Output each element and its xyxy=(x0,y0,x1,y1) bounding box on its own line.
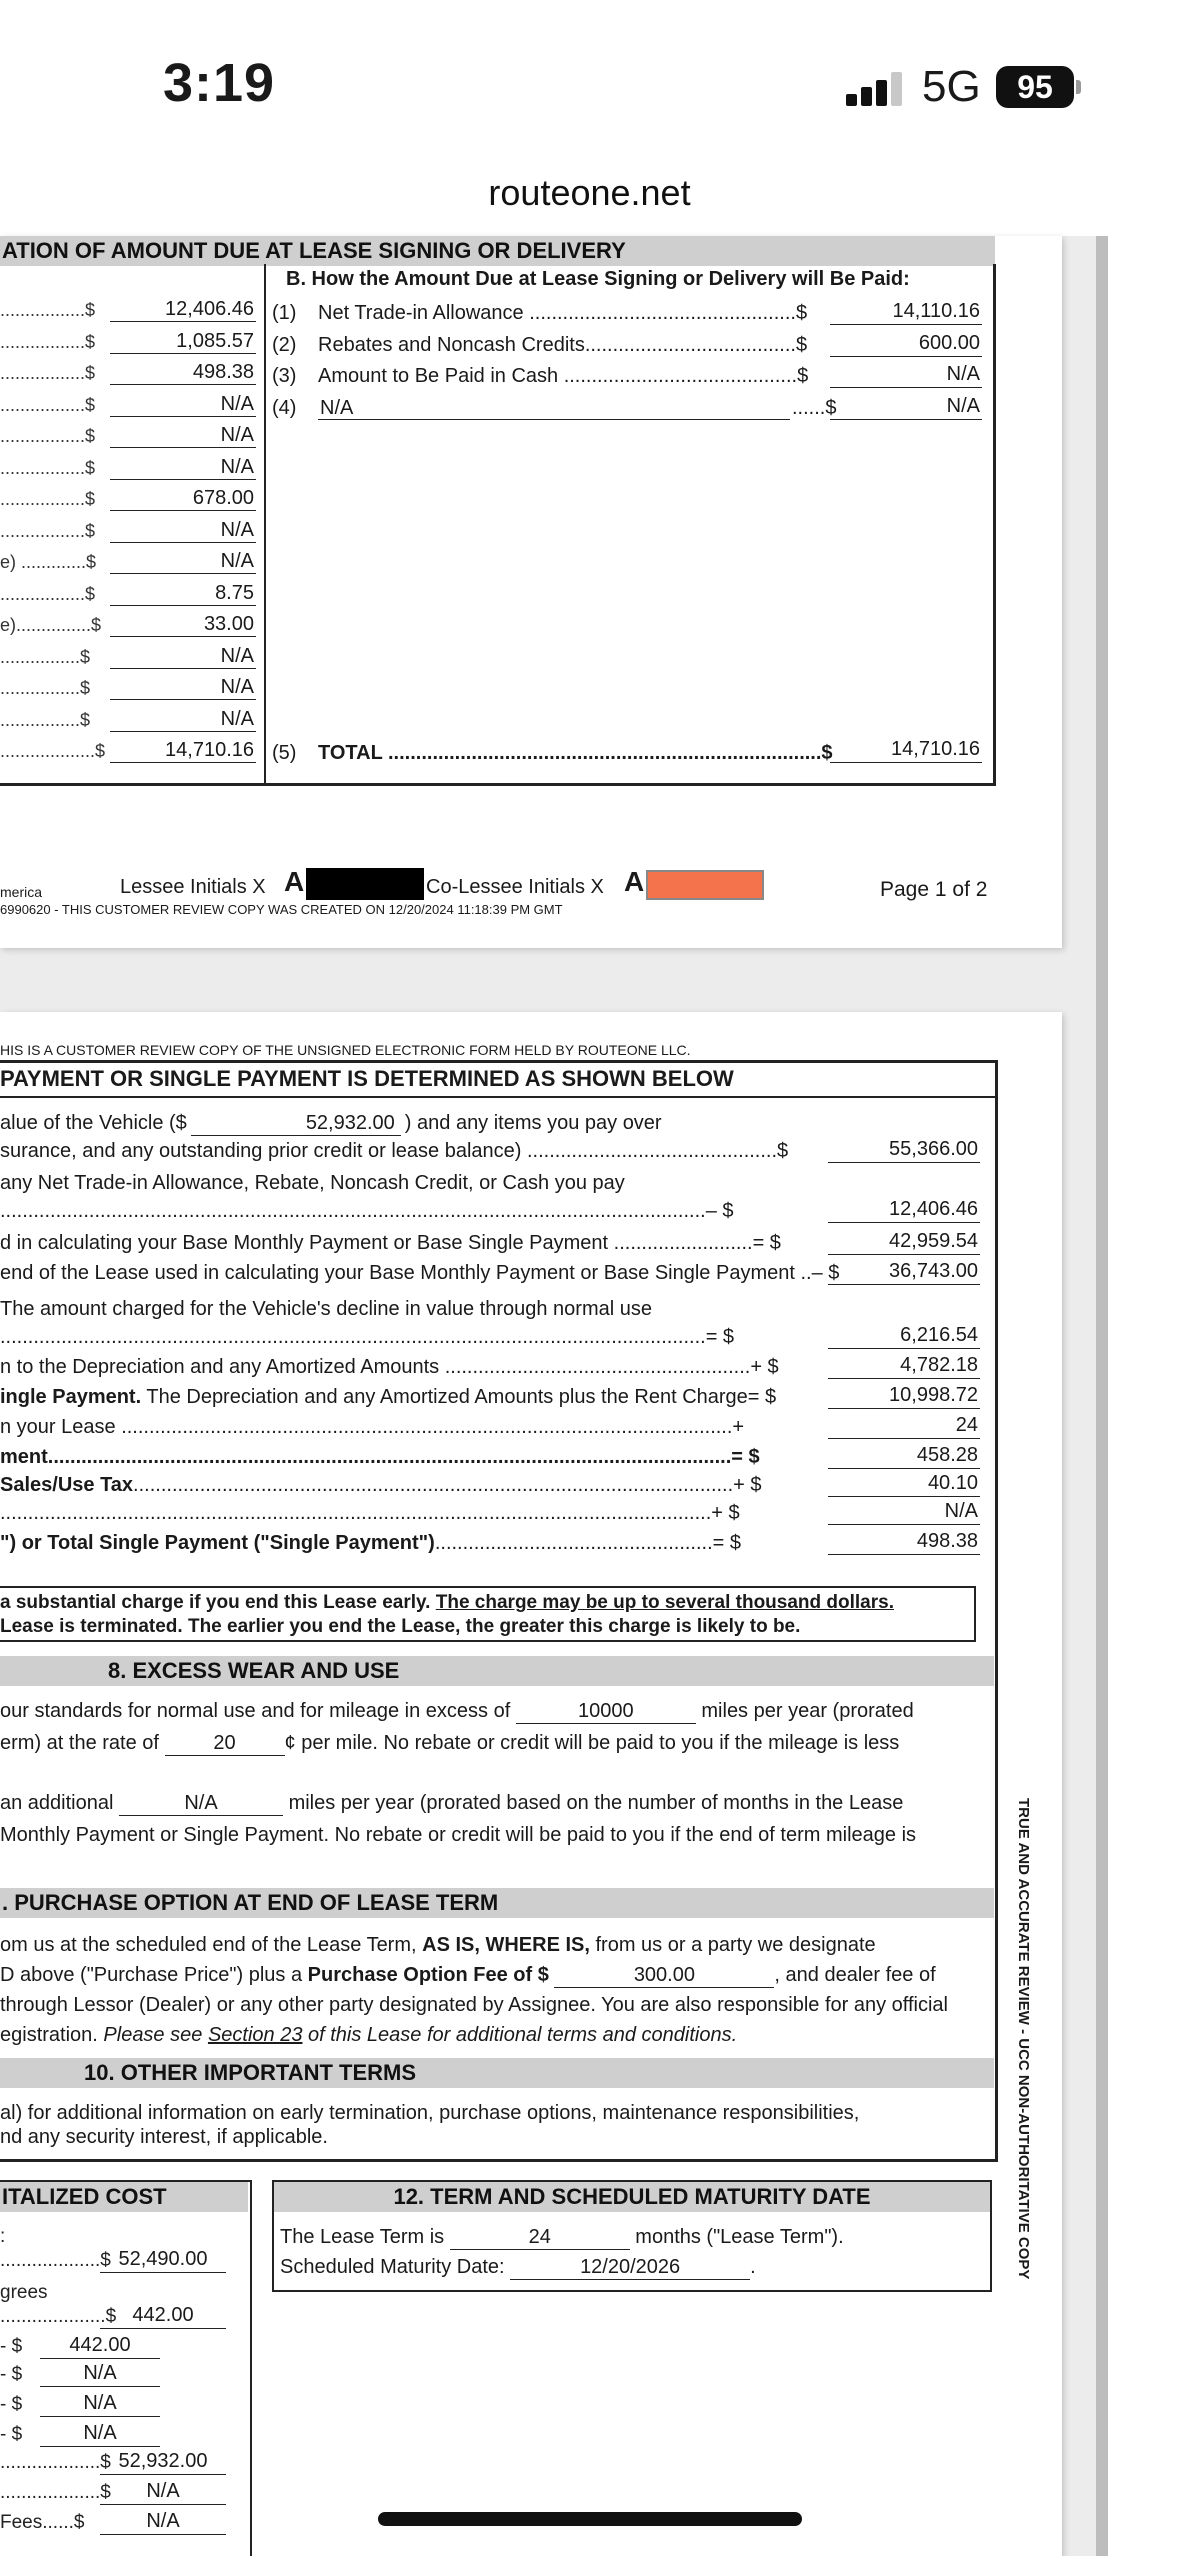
left-row-value: 498.38 xyxy=(192,361,254,383)
payment-row-underline xyxy=(828,1554,980,1555)
left-row-dots: ...................$ xyxy=(0,741,106,761)
left-row-underline xyxy=(110,542,256,543)
payment-row-text xyxy=(0,1232,781,1255)
co-lessee-initials-label: Co-Lessee Initials X xyxy=(426,876,604,898)
sec9-line2: D above ("Purchase Price") plus a Purchase Option Fee of $ 300.00 , and dealer fee of xyxy=(0,1964,936,1986)
left-row-underline xyxy=(110,353,256,354)
partB-row-underline xyxy=(830,387,982,388)
payment-row-underline xyxy=(828,1408,980,1409)
status-bar xyxy=(0,0,1179,170)
payment-row-text xyxy=(0,1446,760,1469)
left-row-underline xyxy=(110,447,256,448)
left-row-dots: ................$ xyxy=(0,646,91,667)
cap-row-underline xyxy=(100,2534,226,2535)
section-8-header: 8. EXCESS WEAR AND USE xyxy=(0,1656,994,1686)
partB-row-number: (4) xyxy=(272,396,297,419)
capitalized-cost-header: ITALIZED COST xyxy=(0,2182,248,2212)
cap-row-value: 442.00 xyxy=(132,2304,194,2326)
left-row-dots: e) .............$ xyxy=(0,552,97,572)
amount-due-header: ATION OF AMOUNT DUE AT LEASE SIGNING OR DELIVERY xyxy=(0,236,995,266)
section-9-header: . PURCHASE OPTION AT END OF LEASE TERM xyxy=(0,1888,994,1918)
cap-row-label: grees xyxy=(0,2282,48,2303)
payment-header: PAYMENT OR SINGLE PAYMENT IS DETERMINED AS SHOWN BELOW xyxy=(0,1066,734,1091)
cap-row-value: N/A xyxy=(83,2422,117,2444)
payment-row-underline xyxy=(828,1284,980,1285)
partB-row-value: 14,110.16 xyxy=(892,300,980,322)
left-row-value: 33.00 xyxy=(203,613,254,635)
left-row-value: 14,710.16 xyxy=(165,739,254,761)
section-23-link[interactable]: Section 23 xyxy=(207,2024,303,2046)
left-row-underline xyxy=(110,416,256,417)
payment-row-label: d in calculating your Base Monthly Payment or Base Single Payment .........................= $ xyxy=(0,1232,781,1254)
cap-row-underline xyxy=(40,2386,160,2387)
cap-row-value: 442.00 xyxy=(69,2334,131,2356)
left-row-value: N/A xyxy=(220,707,254,730)
left-row-dots: .................$ xyxy=(0,300,96,320)
payment-row-label-cont: ) and any items you pay over xyxy=(404,1112,662,1134)
cap-row-underline xyxy=(40,2446,160,2447)
status-time: 3:19 xyxy=(163,53,276,113)
payment-row-text xyxy=(0,1140,788,1163)
early-term-text-2: Lease is terminated. The earlier you end the Lease, the greater this charge is likely to be. xyxy=(0,1616,801,1637)
cap-row-underline xyxy=(40,2416,160,2417)
cap-row-underline xyxy=(100,2504,226,2505)
left-row-value: N/A xyxy=(220,518,254,541)
left-row-dots: .................$ xyxy=(0,520,96,541)
cap-row-label: ...................$ xyxy=(0,2452,111,2473)
sec8-line3: an additional N/A miles per year (prorated based on the number of months in the Lease xyxy=(0,1792,904,1814)
left-row-underline xyxy=(110,573,256,574)
payment-row-label: ...............................................................................................................................= $ xyxy=(0,1326,735,1348)
payment-row-underline xyxy=(828,1254,980,1255)
lease-term-value: 24 xyxy=(450,2226,630,2250)
left-row-value: N/A xyxy=(220,455,254,478)
payment-row-label-cont: ..................................................= $ xyxy=(434,1532,742,1554)
partB-row-label: N/A xyxy=(320,396,354,419)
payment-row-underline xyxy=(828,1468,980,1469)
payment-row-text xyxy=(0,1172,625,1195)
left-row-dots: .................$ xyxy=(0,489,96,509)
cap-row-label: - $ xyxy=(0,2364,23,2385)
sec9-line4: egistration. Please see Section 23 of this Lease for additional terms and conditions. xyxy=(0,2024,738,2046)
payment-row-label: Sales/Use Tax xyxy=(0,1474,134,1496)
home-indicator[interactable] xyxy=(378,2512,802,2526)
lessee-initial-mark: A xyxy=(284,866,305,897)
payment-row-label: end of the Lease used in calculating your Base Monthly Payment or Base Single Payment ..– $ xyxy=(0,1262,840,1284)
maturity-date-value: 12/20/2026 xyxy=(510,2256,750,2280)
left-row-dots: .................$ xyxy=(0,394,96,415)
payment-row-value: 498.38 xyxy=(916,1530,978,1552)
signal-strength-icon xyxy=(846,72,902,106)
redacted-initials-lessee xyxy=(306,868,424,900)
early-term-text-1: a substantial charge if you end this Lease early. The charge may be up to several thousand dollars. xyxy=(0,1592,894,1613)
left-row-underline xyxy=(110,636,256,637)
sec10-line2: nd any security interest, if applicable. xyxy=(0,2126,328,2148)
payment-row-label: The amount charged for the Vehicle's decline in value through normal use xyxy=(0,1298,652,1320)
partB-row-underline xyxy=(830,419,982,420)
cap-row-label: - $ xyxy=(0,2424,23,2445)
payment-row-value: 12,406.46 xyxy=(889,1198,978,1220)
payment-row-underline xyxy=(828,1348,980,1349)
payment-row-text xyxy=(0,1200,734,1223)
payment-row-underline xyxy=(828,1222,980,1223)
left-row-dots: ................$ xyxy=(0,709,91,730)
partB-row-value: N/A xyxy=(946,394,980,417)
partB-row-underline xyxy=(830,324,982,325)
left-row-underline xyxy=(110,321,256,322)
left-row-dots: .................$ xyxy=(0,363,96,383)
payment-row-value: 24 xyxy=(955,1414,978,1436)
redacted-initials-co-lessee xyxy=(646,870,764,900)
partB-row-value: N/A xyxy=(946,363,980,385)
cap-row-label: ...................$ xyxy=(0,2482,111,2503)
payment-row-label-cont: The Depreciation and any Amortized Amounts plus the Rent Charge= $ xyxy=(141,1386,777,1408)
left-row-underline xyxy=(110,510,256,511)
payment-row-value: 42,959.54 xyxy=(889,1230,978,1252)
payment-row-text xyxy=(0,1502,740,1525)
sec8-line1: our standards for normal use and for mileage in excess of 10000 miles per year (prorated xyxy=(0,1700,914,1722)
sec9-line3: through Lessor (Dealer) or any other party designated by Assignee. You are also responsible for any official xyxy=(0,1994,948,2016)
partB-row-dots: ......$ xyxy=(792,396,837,419)
cap-row-label: Fees......$ xyxy=(0,2512,85,2533)
cap-row-label: : xyxy=(0,2226,6,2247)
total-number: (5) xyxy=(272,742,297,764)
battery-icon: 95 xyxy=(996,66,1074,108)
vehicle-value-inline: 52,932.00 xyxy=(191,1112,401,1136)
payment-row-text xyxy=(0,1112,662,1136)
scroll-edge xyxy=(1096,236,1108,2556)
left-row-value: 12,406.46 xyxy=(165,298,254,320)
payment-row-value: 10,998.72 xyxy=(889,1384,978,1406)
cap-row-value: N/A xyxy=(146,2480,180,2502)
maturity-date-line: Scheduled Maturity Date: 12/20/2026 . xyxy=(280,2256,756,2278)
cap-row-underline xyxy=(100,2272,226,2273)
payment-row-label: ") or Total Single Payment ("Single Payment") xyxy=(0,1532,435,1554)
column-divider xyxy=(264,264,266,784)
partB-row-label-underline xyxy=(318,419,790,420)
cap-row-value: N/A xyxy=(146,2510,180,2532)
payment-row-label: any Net Trade-in Allowance, Rebate, Noncash Credit, or Cash you pay xyxy=(0,1172,625,1194)
cap-row-underline xyxy=(100,2474,226,2475)
payment-row-value: 4,782.18 xyxy=(900,1354,978,1376)
left-row-underline xyxy=(110,479,256,480)
cap-row-value: 52,490.00 xyxy=(118,2248,208,2270)
payment-row-label: ...............................................................................................................................– $ xyxy=(0,1200,734,1222)
payment-row-value: 458.28 xyxy=(916,1444,978,1466)
co-lessee-initial-mark: A xyxy=(624,866,645,897)
payment-row-underline xyxy=(828,1524,980,1525)
footer-created-notice: 6990620 - THIS CUSTOMER REVIEW COPY WAS CREATED ON 12/20/2024 11:18:39 PM GMT xyxy=(0,902,563,917)
cap-row-value: N/A xyxy=(83,2362,117,2384)
left-row-value: N/A xyxy=(220,644,254,667)
left-row-value: N/A xyxy=(220,424,254,446)
cap-row-underline xyxy=(100,2328,226,2329)
cap-row-underline xyxy=(40,2358,160,2359)
payment-header-rule xyxy=(0,1096,996,1098)
left-row-value: N/A xyxy=(220,550,254,572)
payment-row-label-cont: ............................................................................................................+ $ xyxy=(133,1474,762,1496)
total-underline xyxy=(830,762,982,763)
payment-row-label: n your Lease ..............................................................................................................+ xyxy=(0,1416,745,1438)
section-10-header: 10. OTHER IMPORTANT TERMS xyxy=(0,2058,994,2088)
payment-row-label: surance, and any outstanding prior credit or lease balance) .............................................$ xyxy=(0,1140,789,1162)
sec10-line1: al) for additional information on early termination, purchase options, maintenance responsibilities, xyxy=(0,2102,860,2124)
lease-term-line: The Lease Term is 24 months ("Lease Term"). xyxy=(280,2226,844,2248)
sec8-line4: Monthly Payment or Single Payment. No rebate or credit will be paid to you if the end of term mileage is xyxy=(0,1824,917,1846)
left-row-dots: .................$ xyxy=(0,331,96,352)
payment-row-label: ment...........................................................................................................................= $ xyxy=(0,1446,760,1468)
mileage-limit-value: 10000 xyxy=(516,1700,696,1724)
payment-row-text xyxy=(0,1356,779,1379)
payment-row-value: 36,743.00 xyxy=(889,1260,978,1282)
total-value: 14,710.16 xyxy=(891,738,980,760)
partB-title: B. How the Amount Due at Lease Signing or Delivery will Be Paid: xyxy=(286,268,910,290)
battery-nub xyxy=(1076,80,1081,94)
left-row-dots: .................$ xyxy=(0,426,96,446)
cap-row-label: - $ xyxy=(0,2394,23,2415)
left-row-underline xyxy=(110,384,256,385)
payment-row-underline xyxy=(828,1496,980,1497)
payment-row-text xyxy=(0,1416,744,1439)
lessee-initials-label: Lessee Initials X xyxy=(120,876,266,898)
payment-row-text xyxy=(0,1532,741,1555)
partB-row-number: (1) xyxy=(272,302,297,324)
payment-row-label: alue of the Vehicle ($ xyxy=(0,1112,187,1134)
payment-row-text xyxy=(0,1474,762,1497)
payment-row-value: N/A xyxy=(944,1500,978,1522)
page-number: Page 1 of 2 xyxy=(880,878,988,901)
cap-row-value: 52,932.00 xyxy=(118,2450,208,2472)
payment-row-underline xyxy=(828,1438,980,1439)
left-row-underline xyxy=(110,731,256,732)
payment-row-label: n to the Depreciation and any Amortized Amounts .......................................................+ $ xyxy=(0,1356,779,1378)
cap-row-value: N/A xyxy=(83,2392,117,2414)
partB-row-label: Amount to Be Paid in Cash ..........................................$ xyxy=(318,365,809,387)
excess-mileage-rate: 20 xyxy=(165,1732,285,1756)
left-row-value: 678.00 xyxy=(192,487,254,509)
cap-row-label: ...................$ xyxy=(0,2250,111,2271)
payment-row-underline xyxy=(828,1162,980,1163)
payment-row-value: 6,216.54 xyxy=(900,1324,978,1346)
additional-miles-value: N/A xyxy=(119,1792,283,1816)
left-row-underline xyxy=(110,699,256,700)
partB-row-number: (2) xyxy=(272,333,297,356)
left-row-dots: e)...............$ xyxy=(0,615,102,635)
footer-left-top: merica xyxy=(0,884,43,900)
left-row-value: N/A xyxy=(220,392,254,415)
cap-row-label: ....................$ xyxy=(0,2306,117,2327)
partB-row-label: Net Trade-in Allowance ................................................$ xyxy=(318,302,808,324)
left-row-underline xyxy=(110,605,256,606)
left-row-underline xyxy=(110,762,256,763)
cap-row-label: - $ xyxy=(0,2336,23,2357)
partB-row-value: 600.00 xyxy=(918,331,980,354)
section-12-header: 12. TERM AND SCHEDULED MATURITY DATE xyxy=(274,2182,990,2212)
network-type: 5G xyxy=(922,62,981,111)
left-row-value: 1,085.57 xyxy=(176,329,254,352)
left-row-underline xyxy=(110,668,256,669)
payment-row-text xyxy=(0,1386,776,1409)
sec8-line2: erm) at the rate of 20 ¢ per mile. No rebate or credit will be paid to you if the mileage is less xyxy=(0,1732,900,1754)
left-row-dots: ................$ xyxy=(0,678,91,698)
left-row-dots: .................$ xyxy=(0,583,96,604)
payment-row-value: 55,366.00 xyxy=(889,1138,978,1160)
payment-row-label: ingle Payment. xyxy=(0,1386,142,1408)
url-bar[interactable]: routeone.net xyxy=(488,172,691,213)
review-notice: HIS IS A CUSTOMER REVIEW COPY OF THE UNSIGNED ELECTRONIC FORM HELD BY ROUTEONE LLC. xyxy=(0,1042,691,1058)
partB-row-underline xyxy=(830,356,982,357)
payment-row-text xyxy=(0,1262,839,1285)
payment-row-underline xyxy=(828,1378,980,1379)
payment-row-text xyxy=(0,1326,734,1349)
payment-row-text xyxy=(0,1298,652,1321)
left-row-value: 8.75 xyxy=(215,581,254,604)
total-label: TOTAL ..............................................................................$ xyxy=(318,742,833,764)
viewer-margin xyxy=(1108,236,1179,2556)
partB-row-label: Rebates and Noncash Credits......................................$ xyxy=(318,333,808,356)
payment-row-label: ................................................................................................................................+ $ xyxy=(0,1502,740,1524)
sec9-line1: om us at the scheduled end of the Lease Term, AS IS, WHERE IS, from us or a party we designate xyxy=(0,1934,876,1956)
partB-row-number: (3) xyxy=(272,365,297,387)
left-row-value: N/A xyxy=(220,676,254,698)
payment-row-value: 40.10 xyxy=(927,1472,978,1494)
side-review-stamp: TRUE AND ACCURATE REVIEW - UCC NON-AUTHORITATIVE COPY xyxy=(1015,1798,1032,2280)
left-row-dots: .................$ xyxy=(0,457,96,478)
purchase-option-fee-value: 300.00 xyxy=(554,1964,774,1988)
